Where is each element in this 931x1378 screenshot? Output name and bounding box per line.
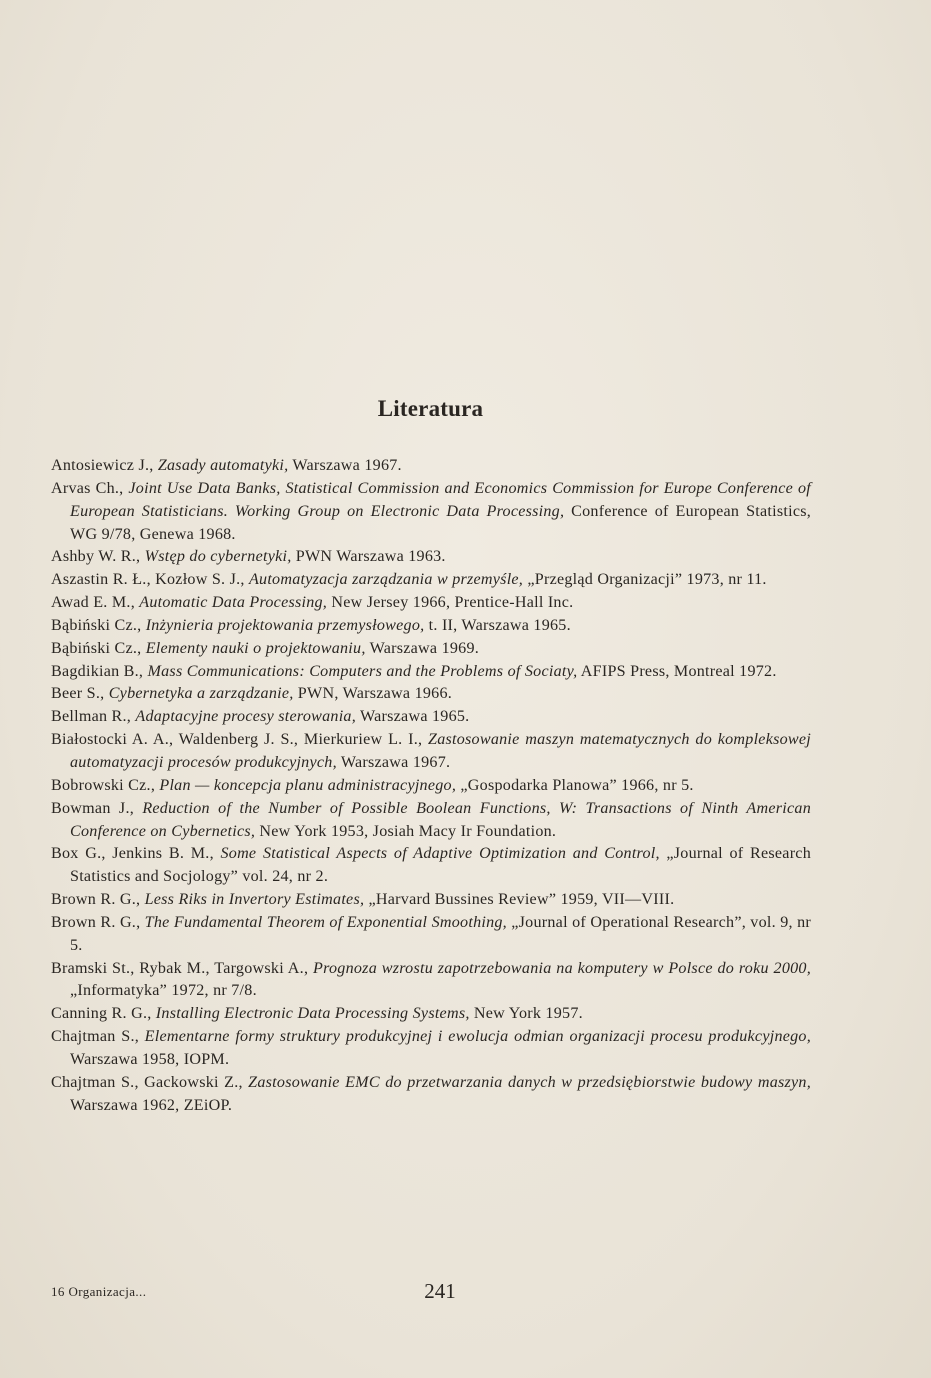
reference-entry bbox=[51, 912, 811, 958]
reference-authors: Brown R. G., bbox=[51, 913, 145, 931]
reference-publication: PWN, Warszawa 1966. bbox=[293, 685, 453, 703]
reference-entry bbox=[51, 546, 811, 569]
reference-publication: Warszawa 1969. bbox=[365, 639, 480, 657]
reference-publication: Warszawa 1958, IOPM. bbox=[70, 1050, 230, 1068]
reference-title: Zastosowanie maszyn matematycznych do kompleksowej automatyzacji procesów produkcyjnych, bbox=[70, 731, 811, 771]
reference-publication: New Jersey 1966, Prentice-Hall Inc. bbox=[327, 594, 574, 612]
reference-authors: Awad E. M., bbox=[51, 594, 140, 612]
reference-authors: Brown R. G., bbox=[51, 891, 145, 909]
reference-entry bbox=[51, 889, 811, 912]
reference-entry bbox=[51, 1072, 811, 1118]
reference-entry bbox=[51, 843, 811, 889]
reference-entry bbox=[51, 569, 811, 592]
reference-publication: Warszawa 1962, ZEiOP. bbox=[70, 1096, 233, 1114]
reference-title: Wstęp do cybernetyki, bbox=[144, 548, 292, 566]
reference-title: Automatic Data Processing, bbox=[139, 594, 328, 612]
reference-publication: Warszawa 1967. bbox=[288, 457, 402, 474]
reference-publication: „Przegląd Organizacji” 1973, nr 11. bbox=[523, 571, 767, 589]
reference-publication: AFIPS Press, Montreal 1972. bbox=[577, 662, 777, 680]
reference-title: Adaptacyjne procesy sterowania, bbox=[135, 708, 357, 726]
reference-entry bbox=[51, 729, 811, 775]
reference-title: Installing Electronic Data Processing Systems, bbox=[155, 1005, 470, 1023]
reference-authors: Bellman R., bbox=[51, 708, 136, 726]
reference-title: Zasady automatyki, bbox=[157, 457, 289, 474]
reference-title: Elementy nauki o projektowaniu, bbox=[145, 639, 366, 657]
reference-authors: Bagdikian B., bbox=[51, 662, 148, 680]
reference-title: Some Statistical Aspects of Adaptive Optimization and Control, bbox=[220, 845, 660, 863]
page-title: Literatura bbox=[377, 396, 484, 421]
reference-entry bbox=[51, 592, 811, 615]
reference-publication: Warszawa 1967. bbox=[336, 753, 451, 771]
reference-authors: Bąbiński Cz., bbox=[51, 616, 146, 634]
reference-publication: New York 1957. bbox=[469, 1005, 583, 1023]
reference-authors: Antosiewicz J., bbox=[51, 457, 158, 474]
reference-publication: „Informatyka” 1972, nr 7/8. bbox=[70, 982, 257, 1000]
reference-entry bbox=[51, 478, 811, 547]
reference-authors: Ashby W. R., bbox=[51, 548, 145, 566]
reference-publication: New York 1953, Josiah Macy Ir Foundation. bbox=[255, 822, 557, 840]
reference-entry bbox=[51, 455, 811, 478]
reference-entry bbox=[51, 638, 811, 661]
reference-authors: Beer S., bbox=[51, 685, 109, 703]
reference-publication: PWN Warszawa 1963. bbox=[291, 548, 446, 566]
reference-title: Cybernetyka a zarządzanie, bbox=[108, 685, 294, 703]
reference-authors: Arvas Ch., bbox=[51, 479, 129, 497]
page-number: 241 bbox=[424, 1279, 456, 1303]
reference-authors: Chajtman S., bbox=[51, 1028, 145, 1046]
reference-publication: „Gospodarka Planowa” 1966, nr 5. bbox=[456, 776, 694, 794]
reference-title: Joint Use Data Banks, Statistical Commission and Economics Commission for Europe Conference of European Statisticians. Working Group on Electronic Data Processing, bbox=[70, 479, 811, 520]
reference-title: Inżynieria projektowania przemysłowego, bbox=[145, 616, 425, 634]
reference-title: The Fundamental Theorem of Exponential Smoothing, bbox=[144, 913, 507, 931]
printer-signature: 16 Organizacja... bbox=[51, 1284, 147, 1299]
reference-entry bbox=[51, 1003, 811, 1026]
reference-entry bbox=[51, 615, 811, 638]
reference-authors: Bąbiński Cz., bbox=[51, 639, 146, 657]
reference-title: Less Riks in Invertory Estimates, bbox=[144, 891, 365, 909]
reference-title: Reduction of the Number of Possible Boolean Functions, W: Transactions of Ninth American Conference on Cybernetics, bbox=[70, 799, 812, 840]
reference-authors: Bowman J., bbox=[51, 799, 143, 817]
reference-authors: Białostocki A. A., Waldenberg J. S., Mierkuriew L. I., bbox=[51, 731, 429, 749]
reference-authors: Chajtman S., Gackowski Z., bbox=[51, 1073, 249, 1091]
reference-entry bbox=[51, 1026, 811, 1072]
reference-entry bbox=[51, 798, 811, 844]
reference-title: Elementarne formy struktury produkcyjnej i ewolucja odmian organizacji procesu produkcyjnego, bbox=[144, 1028, 811, 1046]
reference-entry bbox=[51, 661, 811, 684]
reference-authors: Bramski St., Rybak M., Targowski A., bbox=[51, 959, 313, 977]
reference-publication: „Journal of Research Statistics and Socjology” vol. 24, nr 2. bbox=[70, 845, 811, 886]
reference-authors: Aszastin R. Ł., Kozłow S. J., bbox=[51, 571, 249, 589]
reference-title: Mass Communications: Computers and the Problems of Sociaty, bbox=[147, 662, 578, 680]
reference-title: Prognoza wzrostu zapotrzebowania na komputery w Polsce do roku 2000, bbox=[313, 959, 811, 977]
reference-entry bbox=[51, 958, 811, 1004]
reference-title: Zastosowanie EMC do przetwarzania danych w przedsiębiorstwie budowy maszyn, bbox=[248, 1073, 811, 1091]
reference-entry bbox=[51, 706, 811, 729]
reference-publication: Conference of European Statistics, WG 9/78, Genewa 1968. bbox=[70, 502, 811, 543]
reference-list bbox=[51, 455, 811, 1117]
reference-publication: t. II, Warszawa 1965. bbox=[424, 616, 571, 634]
reference-authors: Canning R. G., bbox=[51, 1005, 156, 1023]
reference-publication: „Journal of Operational Research”, vol. 9, nr 5. bbox=[70, 913, 811, 954]
reference-title: Plan — koncepcja planu administracyjnego, bbox=[159, 776, 457, 794]
reference-title: Automatyzacja zarządzania w przemyśle, bbox=[248, 571, 524, 589]
reference-entry bbox=[51, 683, 811, 706]
reference-authors: Bobrowski Cz., bbox=[51, 776, 160, 794]
reference-entry bbox=[51, 775, 811, 798]
reference-publication: Warszawa 1965. bbox=[356, 708, 470, 726]
reference-authors: Box G., Jenkins B. M., bbox=[51, 845, 221, 863]
reference-publication: „Harvard Bussines Review” 1959, VII—VIII. bbox=[364, 891, 675, 909]
